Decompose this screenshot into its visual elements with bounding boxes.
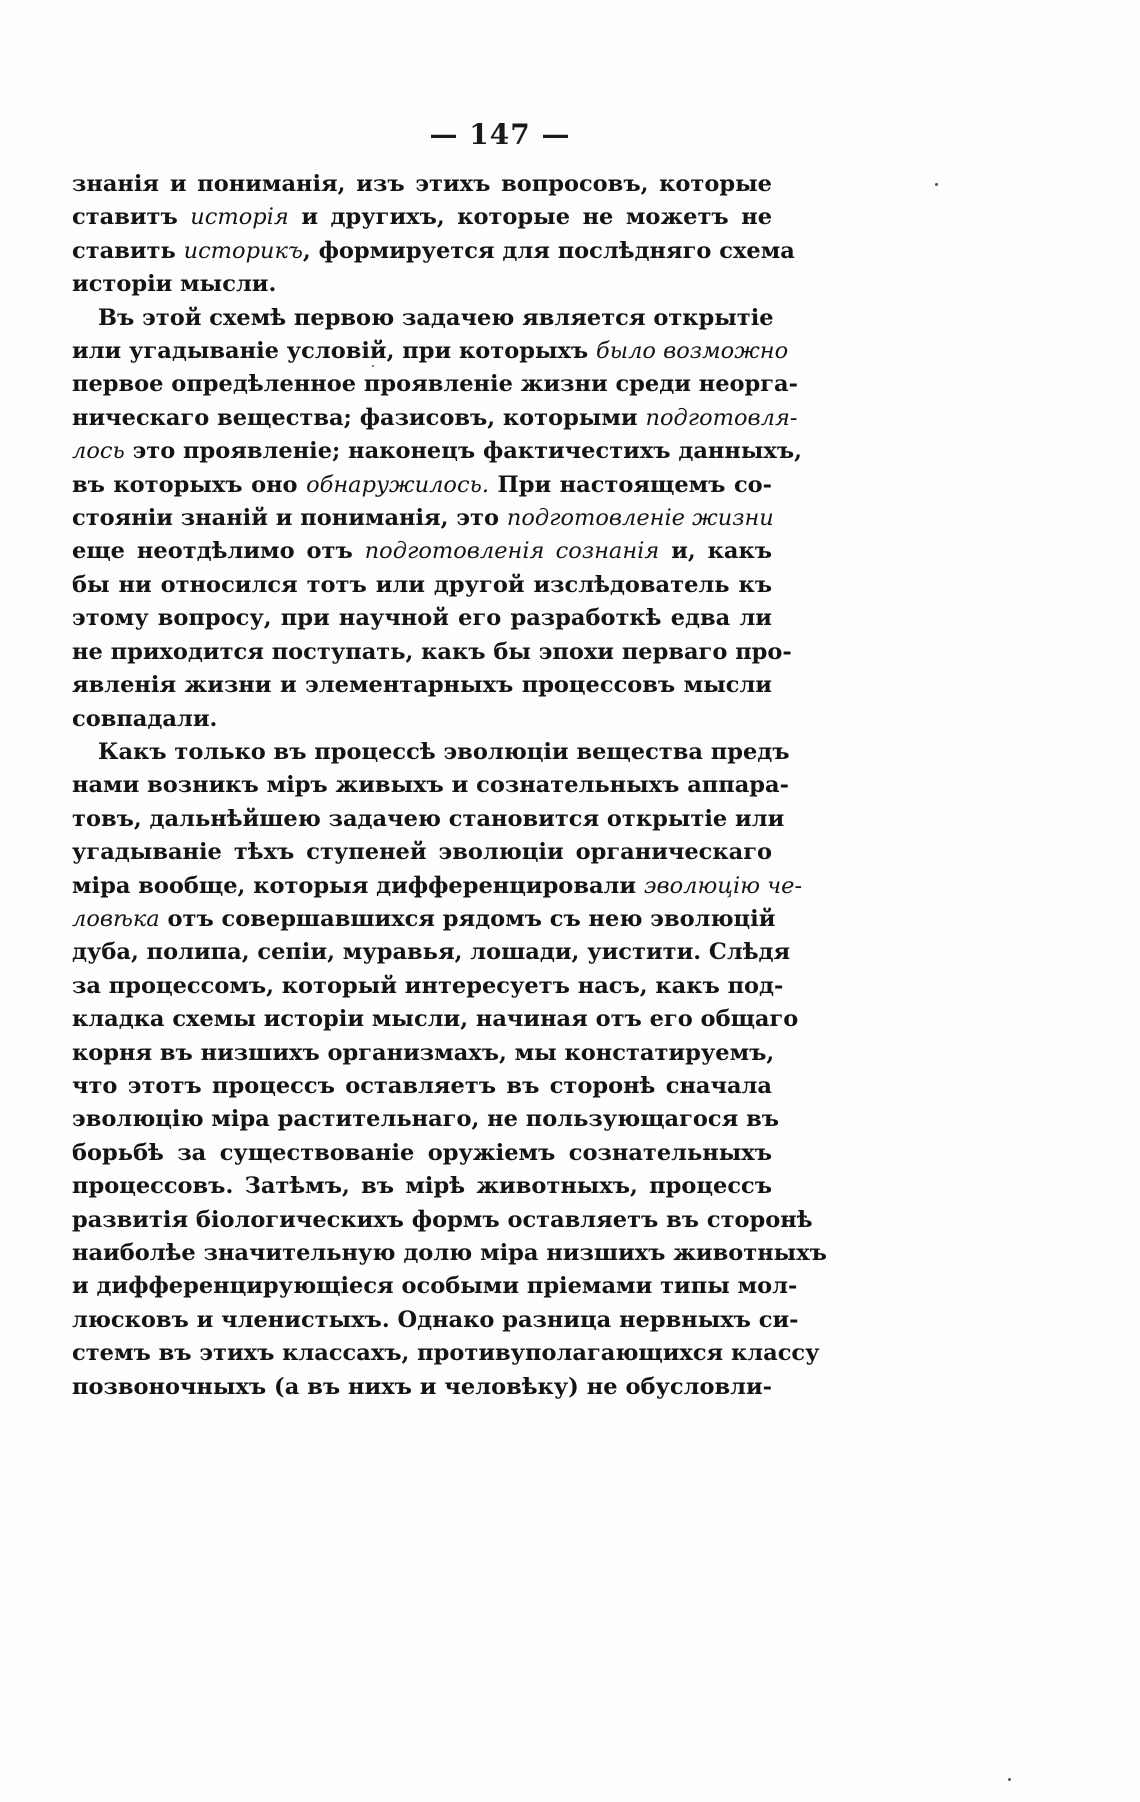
text-segment: позвоночныхъ (а въ нихъ и человѣку) не обусловли- [72, 1373, 772, 1400]
text-line [72, 1070, 772, 1103]
italic-segment: подготовленія сознанія [364, 538, 660, 565]
text-line [72, 1371, 772, 1404]
text-line [72, 1304, 799, 1337]
text-line [72, 368, 798, 401]
text-line [72, 569, 772, 602]
text-line [72, 870, 803, 903]
page-number: — 147 — [429, 118, 571, 151]
text-line [72, 335, 789, 368]
text-line [72, 535, 772, 568]
italic-segment: историкъ [183, 237, 303, 264]
text-segment: дуба, полипа, сепіи, муравья, лошади, уистити. Слѣдя [72, 939, 791, 966]
text-line [72, 736, 790, 769]
scan-speck [372, 365, 374, 367]
text-segment: люсковъ и членистыхъ. Однако разница нервныхъ си- [72, 1306, 799, 1333]
text-segment: Какъ только въ процессѣ эволюціи вещества предъ [98, 738, 790, 765]
italic-segment: обнаружилось. [306, 471, 489, 498]
text-line [72, 1003, 799, 1036]
text-segment: міра вообще, которыя дифференцировали [72, 872, 644, 899]
text-line [72, 1337, 820, 1370]
text-segment: ническаго вещества; фазисовъ, которыми [72, 404, 646, 431]
text-segment: это проявленіе; наконецъ фактичестихъ данныхъ, [124, 438, 802, 465]
text-segment: не приходится поступать, какъ бы эпохи перваго про- [72, 638, 792, 665]
text-segment: ставить [72, 237, 184, 264]
text-segment: или угадываніе условій, при которыхъ [72, 338, 597, 365]
text-segment: и другихъ, которые не можетъ не [288, 204, 773, 231]
text-segment: знанія и пониманія, изъ этихъ вопросовъ, которые [72, 171, 772, 197]
italic-segment: эволюцію че- [643, 872, 803, 899]
text-line [72, 769, 789, 802]
scan-speck [1008, 1778, 1011, 1781]
text-line [72, 1170, 772, 1203]
text-segment: бы ни относился тотъ или другой изслѣдователь къ [72, 571, 772, 598]
text-segment: и, какъ [659, 538, 772, 565]
text-line [72, 168, 772, 201]
text-segment: развитія біологическихъ формъ оставляетъ въ сторонѣ [72, 1206, 813, 1233]
text-segment: наиболѣе значительную долю міра низшихъ животныхъ [72, 1240, 827, 1266]
text-line [72, 903, 776, 936]
text-segment: совпадали. [72, 705, 218, 732]
text-line [72, 235, 795, 268]
text-line [72, 1137, 772, 1170]
text-segment: въ которыхъ оно [72, 471, 307, 498]
text-line [72, 836, 772, 869]
text-line [72, 1237, 827, 1270]
text-line [72, 803, 785, 836]
text-line [72, 669, 772, 702]
text-segment: , формируется для послѣдняго схема [302, 237, 795, 264]
text-line [72, 703, 772, 736]
text-segment: стемъ въ этихъ классахъ, противуполагающихся классу [72, 1340, 820, 1367]
text-segment: эволюцію міра растительнаго, не пользующагося въ [72, 1106, 779, 1133]
italic-segment: подготовленіе жизни [506, 505, 774, 532]
text-segment: исторіи мысли. [72, 271, 277, 298]
text-line [72, 435, 802, 468]
text-line [72, 1037, 775, 1070]
italic-segment: подготовля- [645, 404, 798, 431]
text-segment: за процессомъ, который интересуетъ насъ, какъ под- [72, 972, 784, 999]
text-segment: еще неотдѣлимо отъ [72, 538, 365, 565]
italic-segment: было возможно [596, 338, 789, 365]
text-line [72, 302, 772, 335]
text-segment: отъ совершавшихся рядомъ съ нею эволюцій [159, 905, 776, 932]
italic-segment: лось [72, 438, 125, 465]
text-segment: кладка схемы исторіи мысли, начиная отъ его общаго [72, 1006, 799, 1033]
text-segment: этому вопросу, при научной его разработкѣ едва ли [72, 605, 772, 632]
text-line [72, 1103, 779, 1136]
italic-segment: ловѣка [72, 905, 160, 932]
text-segment: Въ этой схемѣ первою задачею является открытіе [98, 304, 774, 331]
text-line [72, 502, 772, 535]
text-segment: явленія жизни и элементарныхъ процессовъ мысли [72, 672, 772, 699]
text-line [72, 970, 784, 1003]
text-line [72, 268, 772, 301]
text-segment: угадываніе тѣхъ ступеней эволюціи органическаго [72, 839, 772, 866]
text-segment: что этотъ процессъ оставляетъ въ сторонѣ сначала [72, 1072, 772, 1099]
text-line [72, 1270, 798, 1303]
text-line [72, 636, 792, 669]
text-segment: товъ, дальнѣйшею задачею становится открытіе или [72, 805, 785, 832]
text-line [72, 469, 772, 502]
text-line [72, 402, 798, 435]
text-segment: корня въ низшихъ организмахъ, мы констатируемъ, [72, 1039, 775, 1066]
text-line [72, 602, 772, 635]
text-segment: борьбѣ за существованіе оружіемъ сознательныхъ [72, 1139, 772, 1166]
text-segment: первое опредѣленное проявленіе жизни среди неорга- [72, 371, 798, 398]
text-line [72, 201, 772, 234]
text-segment: При настоящемъ со- [488, 471, 772, 498]
text-line [72, 1204, 813, 1237]
text-segment: стояніи знаній и пониманія, это [72, 505, 507, 532]
text-segment: нами возникъ міръ живыхъ и сознательныхъ аппара- [72, 772, 789, 799]
text-line [72, 936, 791, 969]
italic-segment: исторія [190, 204, 289, 231]
body-text [72, 168, 827, 1404]
text-segment: процессовъ. Затѣмъ, въ мірѣ животныхъ, процессъ [72, 1173, 772, 1200]
text-segment: ставитъ [72, 204, 191, 231]
scan-speck [935, 183, 938, 186]
text-segment: и дифференцирующіеся особыми пріемами типы мол- [72, 1273, 798, 1300]
